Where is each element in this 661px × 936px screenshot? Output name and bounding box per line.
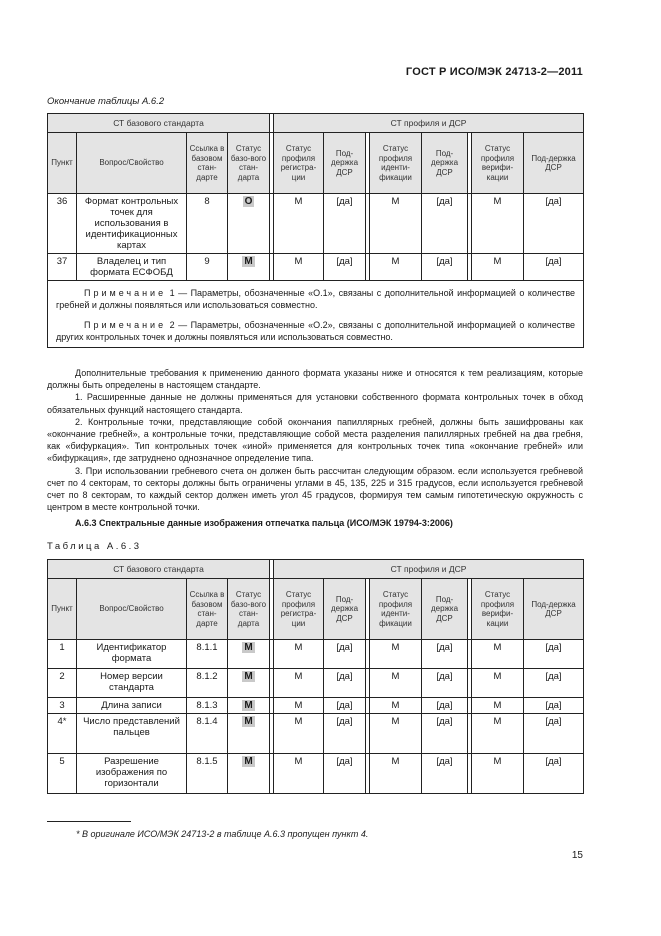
cell-support: [да]	[524, 194, 584, 254]
cell-status-ident: М	[370, 714, 422, 754]
cell-status-ident: М	[370, 698, 422, 714]
col-status-base: Статус базо-вого стан-дарта	[228, 133, 270, 194]
body-text	[47, 367, 583, 530]
cell-question: Владелец и тип формата ЕСФОБД	[77, 254, 187, 281]
cell-support: [да]	[324, 754, 366, 794]
cell-support: [да]	[324, 698, 366, 714]
status-badge: О	[244, 196, 253, 207]
table1-caption: Окончание таблицы А.6.2	[47, 96, 165, 107]
cell-support: [да]	[422, 194, 468, 254]
col-status-ident: Статус профиля иденти-фикации	[370, 133, 422, 194]
cell-ref: 8	[187, 194, 228, 254]
col-status-reg: Статус профиля регистра-ции	[274, 579, 324, 640]
cell-ref: 8.1.1	[187, 640, 228, 669]
cell-support: [да]	[422, 640, 468, 669]
group-base-standard: СТ базового стандарта	[48, 560, 270, 579]
col-status-ident: Статус профиля иденти-фикации	[370, 579, 422, 640]
cell-status-verif: М	[472, 698, 524, 714]
cell-item: 5	[48, 754, 77, 794]
status-badge: М	[244, 256, 253, 267]
cell-question: Идентификатор формата	[77, 640, 187, 669]
cell-question: Номер версии стандарта	[77, 669, 187, 698]
cell-support: [да]	[422, 254, 468, 281]
col-item: Пункт	[48, 133, 77, 194]
table-row	[48, 754, 584, 794]
col-status-base: Статус базо-вого стан-дарта	[228, 579, 270, 640]
cell-status-verif: М	[472, 754, 524, 794]
cell-status-verif: М	[472, 714, 524, 754]
cell-support: [да]	[324, 640, 366, 669]
cell-status-reg: М	[274, 698, 324, 714]
table-a62-end	[47, 113, 584, 348]
cell-status-verif: М	[472, 194, 524, 254]
cell-status-ident: М	[370, 194, 422, 254]
cell-status-ident: М	[370, 640, 422, 669]
paragraph-intro: Дополнительные требования к применению данного формата указаны ниже и относятся к тем реализациям, которые должны быть определены в настоящем стандарте.	[47, 368, 583, 391]
cell-support: [да]	[524, 698, 584, 714]
cell-status-verif: М	[472, 254, 524, 281]
cell-item: 4*	[48, 714, 77, 754]
cell-question: Длина записи	[77, 698, 187, 714]
cell-status	[228, 698, 270, 714]
cell-item: 1	[48, 640, 77, 669]
cell-status-verif: М	[472, 640, 524, 669]
cell-support: [да]	[324, 194, 366, 254]
cell-status	[228, 714, 270, 754]
table-row	[48, 194, 584, 254]
cell-support: [да]	[524, 254, 584, 281]
table-notes	[48, 281, 584, 348]
status-badge: М	[244, 671, 253, 682]
note-2: Примечание 2 — Параметры, обозначенные «О.2», связаны с дополнительной информацией о количестве других контрольных точек и должны появляться или использоваться совместно.	[56, 320, 576, 342]
cell-ref: 8.1.4	[187, 714, 228, 754]
cell-status-ident: М	[370, 754, 422, 794]
page-number: 15	[571, 850, 583, 861]
group-profile: СТ профиля и ДСР	[274, 560, 584, 579]
cell-ref: 9	[187, 254, 228, 281]
cell-status	[228, 254, 270, 281]
cell-item: 3	[48, 698, 77, 714]
group-profile: СТ профиля и ДСР	[274, 114, 584, 133]
paragraph-2: 2. Контрольные точки, представляющие собой окончания папиллярных гребней, должны быть зашифрованы как «окончание гребней», а контрольные точки, представляющие собой места разделения папиллярных гребней на два гребня, как «бифуркация». Тип контрольных точек «иной» применяется для контрольных точек типа «окончание гребней» или «бифуркация», где затруднено однозначное определение типа.	[47, 416, 583, 464]
table-row	[48, 669, 584, 698]
col-support-1: Под-держка ДСР	[324, 133, 366, 194]
cell-status	[228, 640, 270, 669]
cell-support: [да]	[422, 754, 468, 794]
paragraph-3: 3. При использовании гребневого счета он должен быть рассчитан следующим образом. если используется гребневой счет по 4 секторам, то секторы должны быть ограничены углами в 45, 135, 225 и 315 градусов, если используется гребневой счет по 8 секторам, то каждый сектор должен иметь угол 45 градусов, формируя тем самым гипотетическую окружность с центром в месте контрольной точки.	[47, 465, 583, 513]
col-status-verif: Статус профиля верифи-кации	[472, 579, 524, 640]
cell-item: 2	[48, 669, 77, 698]
cell-ref: 8.1.5	[187, 754, 228, 794]
section-heading: А.6.3 Спектральные данные изображения отпечатка пальца (ИСО/МЭК 19794-3:2006)	[75, 518, 453, 529]
status-badge: М	[244, 642, 253, 653]
cell-support: [да]	[524, 754, 584, 794]
cell-status-reg: М	[274, 194, 324, 254]
status-badge: М	[244, 756, 253, 767]
table-row	[48, 640, 584, 669]
cell-status-reg: М	[274, 754, 324, 794]
cell-status	[228, 194, 270, 254]
cell-status-verif: М	[472, 669, 524, 698]
cell-support: [да]	[324, 669, 366, 698]
cell-ref: 8.1.3	[187, 698, 228, 714]
cell-status-ident: М	[370, 254, 422, 281]
paragraph-1: 1. Расширенные данные не должны применяться для установки собственного формата контрольных точек в обход обязательных функций настоящего стандарта.	[47, 392, 583, 415]
col-status-reg: Статус профиля регистра-ции	[274, 133, 324, 194]
cell-question: Разрешение изображения по горизонтали	[77, 754, 187, 794]
cell-support: [да]	[524, 640, 584, 669]
cell-question: Формат контрольных точек для использования в идентификационных картах	[77, 194, 187, 254]
note-1: Примечание 1 — Параметры, обозначенные «О.1», связаны с дополнительной информацией о количестве гребней и должны появляться или использоваться совместно.	[56, 288, 576, 310]
col-support-2: Под-держка ДСР	[422, 133, 468, 194]
cell-status-ident: М	[370, 669, 422, 698]
col-item: Пункт	[48, 579, 77, 640]
col-support-1: Под-держка ДСР	[324, 579, 366, 640]
status-badge: М	[244, 700, 253, 711]
table-header-row	[48, 133, 584, 194]
cell-status-reg: М	[274, 714, 324, 754]
cell-status-reg: М	[274, 669, 324, 698]
cell-status-reg: М	[274, 640, 324, 669]
cell-item: 37	[48, 254, 77, 281]
status-badge: М	[244, 716, 253, 727]
footnote-divider	[47, 821, 131, 822]
col-status-verif: Статус профиля верифи-кации	[472, 133, 524, 194]
cell-question: Число представлений пальцев	[77, 714, 187, 754]
cell-status-reg: М	[274, 254, 324, 281]
col-question: Вопрос/Свойство	[77, 133, 187, 194]
cell-item: 36	[48, 194, 77, 254]
table-row	[48, 698, 584, 714]
cell-support: [да]	[324, 254, 366, 281]
cell-status	[228, 754, 270, 794]
footnote: * В оригинале ИСО/МЭК 24713-2 в таблице А.6.3 пропущен пункт 4.	[76, 829, 369, 839]
table-a63	[47, 559, 584, 794]
cell-support: [да]	[324, 714, 366, 754]
col-question: Вопрос/Свойство	[77, 579, 187, 640]
col-ref: Ссылка в базовом стан-дарте	[187, 579, 228, 640]
cell-support: [да]	[422, 698, 468, 714]
col-support-3: Под-держка ДСР	[524, 133, 584, 194]
cell-status	[228, 669, 270, 698]
col-support-3: Под-держка ДСР	[524, 579, 584, 640]
document-header: ГОСТ Р ИСО/МЭК 24713-2—2011	[405, 66, 583, 78]
cell-support: [да]	[524, 669, 584, 698]
table-row	[48, 254, 584, 281]
table-header-row	[48, 579, 584, 640]
col-support-2: Под-держка ДСР	[422, 579, 468, 640]
col-ref: Ссылка в базовом стан-дарте	[187, 133, 228, 194]
cell-support: [да]	[524, 714, 584, 754]
group-base-standard: СТ базового стандарта	[48, 114, 270, 133]
table-row	[48, 714, 584, 754]
cell-support: [да]	[422, 714, 468, 754]
table2-label: Таблица А.6.3	[47, 541, 142, 552]
cell-ref: 8.1.2	[187, 669, 228, 698]
cell-support: [да]	[422, 669, 468, 698]
